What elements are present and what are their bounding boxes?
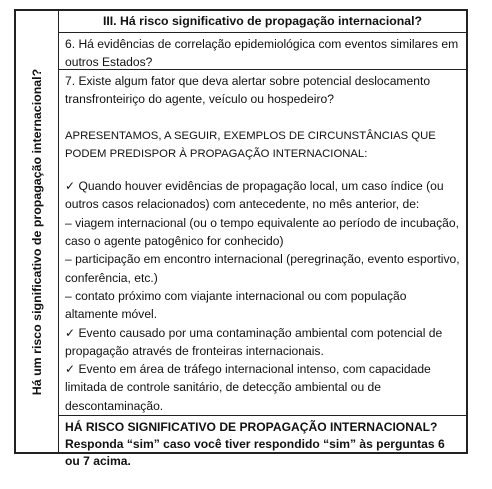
question-7: 7. Existe algum fator que deva alertar sobre potencial deslocamento transfronteiriço do agente, veículo ou hospedeiro? [65, 74, 431, 107]
answer-instruction: HÁ RISCO SIGNIFICATIVO DE PROPAGAÇÃO INTERNACIONAL? Responda “sim” caso você tiver respondido “sim” às perguntas 6 ou 7 acima. [65, 420, 445, 469]
side-label-cell [16, 11, 59, 452]
risk-table [14, 9, 468, 469]
list-item: ✓ Evento causado por uma contaminação ambiental com potencial de propagação através de fronteiras internacionais. [65, 325, 443, 358]
list-item: – participação em encontro internacional (peregrinação, evento esportivo, conferência, etc.) [65, 252, 460, 285]
question-6: 6. Há evidências de correlação epidemiológica com eventos similares em outros Estados? [59, 33, 466, 70]
list-item: ✓ Evento em área de tráfego internacional intenso, com capacidade limitada de controle sanitário, de detecção ambiental ou de descontaminação. [65, 362, 431, 413]
side-label: Há um risco significativo de propagação internacional? [30, 68, 44, 395]
table-body [59, 11, 466, 469]
list-item: – viagem internacional (ou o tempo equivalente ao período de incubação, caso o agente patogênico for conhecido) [65, 215, 459, 249]
list-item: – contato próximo com viajante internacional ou com população altamente móvel. [65, 288, 407, 322]
examples-intro: APRESENTAMOS, A SEGUIR, EXEMPLOS DE CIRCUNSTÂNCIAS QUE PODEM PREDISPOR À PROPAGAÇÃO INTERNACIONAL: [65, 129, 436, 160]
question-7-cell [59, 70, 466, 416]
section-header: III. Há risco significativo de propagação internacional? [59, 11, 466, 33]
list-item: ✓ Quando houver evidências de propagação local, um caso índice (ou outros casos relacionados) com antecedente, no mês anterior, de: [65, 179, 444, 212]
